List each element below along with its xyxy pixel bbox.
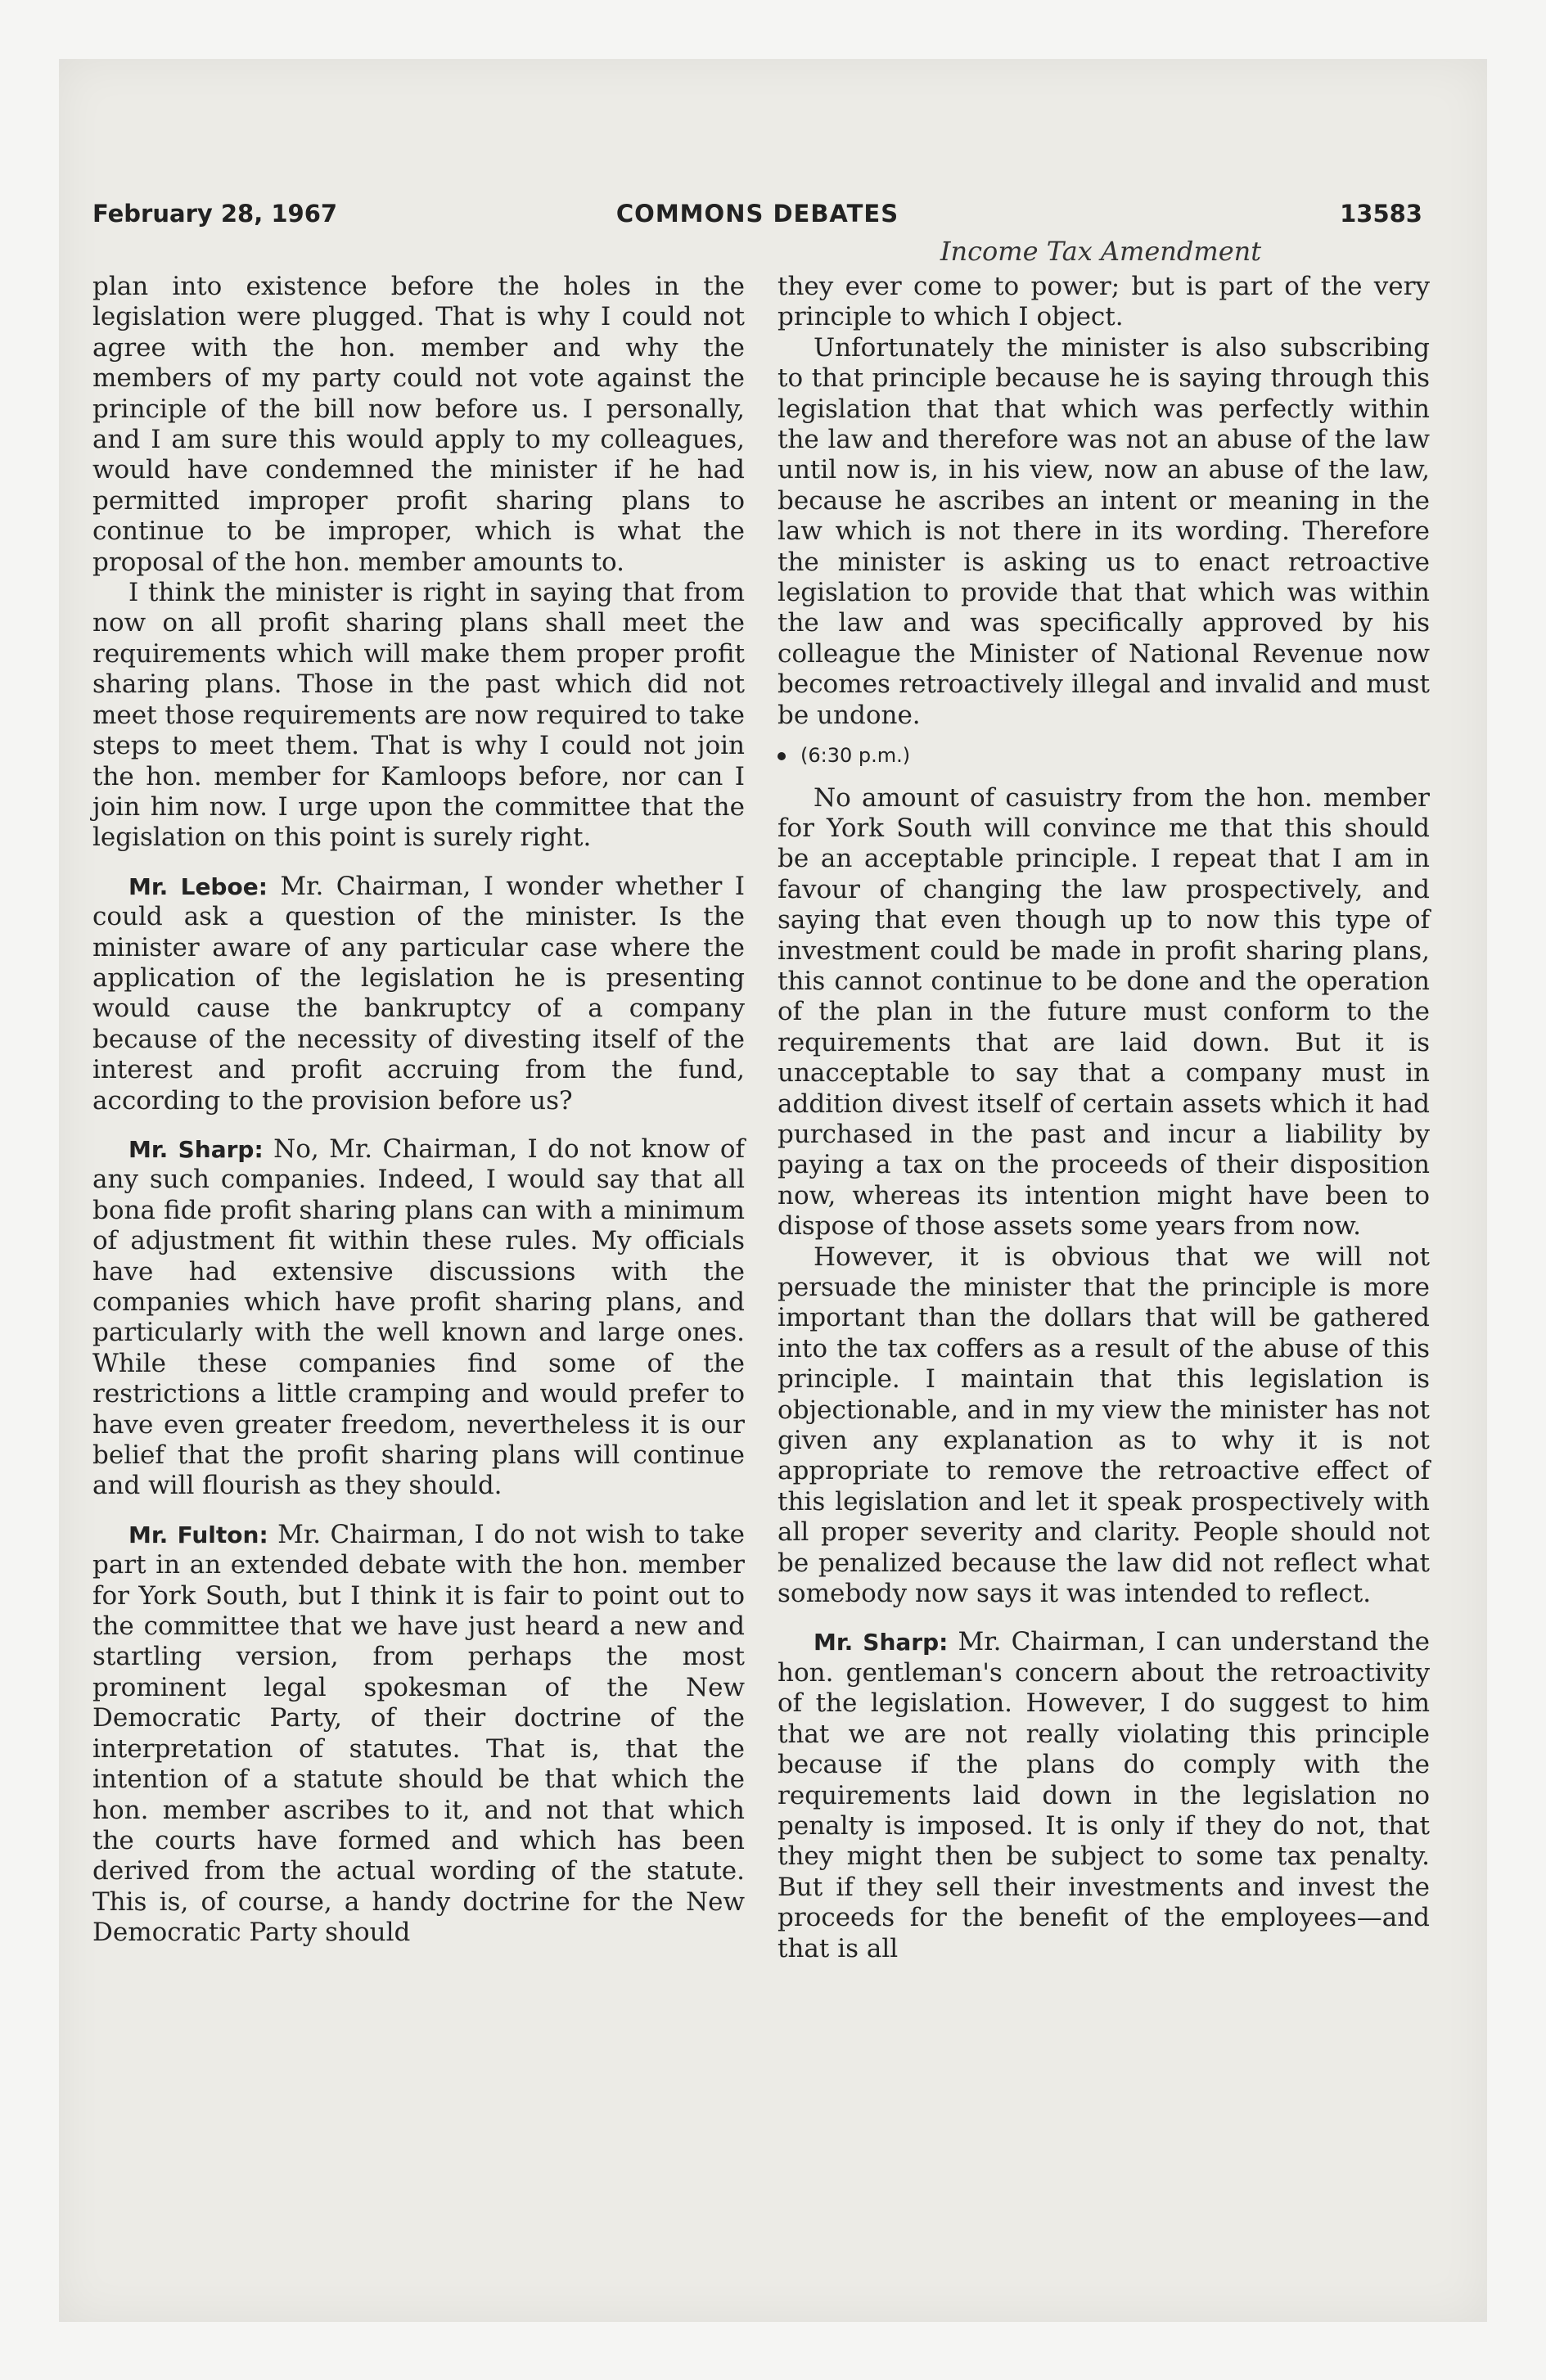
header-publication-title: COMMONS DEBATES	[615, 200, 899, 228]
speech-text: No, Mr. Chairman, I do not know of any such companies. Indeed, I would say that all bona fide profit sharing plans can with a minimum of adjustment fit within these rules. My officials have had extensive discussions with the companies which have profit sharing plans, and particularly with the well known and large ones. While these companies find some of the restrictions a little cramping and would prefer to have even greater freedom, nevertheless it is our belief that the profit sharing plans will continue and will flourish as they should.	[92, 1134, 746, 1501]
section-title: Income Tax Amendment	[940, 236, 1262, 267]
paragraph: Unfortunately the minister is also subscribing to that principle because he is saying through this legislation that that which was perfectly within the law and therefore was not an abuse of the law until now is, in his view, now an abuse of the law, because he ascribes an intent or meaning in the law which is not there in its wording. Therefore the minister is asking us to enact retroactive legislation to provide that that which was within the law and was specifically approved by his colleague the Minister of National Revenue now becomes retroactively illegal and invalid and must be undone.	[778, 332, 1430, 730]
speaker-name: Mr. Leboe:	[128, 872, 268, 900]
bullet-icon	[778, 752, 786, 760]
speech	[92, 1520, 745, 1949]
speech	[778, 1627, 1430, 1963]
left-column	[92, 272, 745, 1949]
speech-text: Mr. Chairman, I wonder whether I could ask a question of the minister. Is the minister aware of any particular case where the application of the legislation he is presenting would cause the bankruptcy of a company because of the necessity of divesting itself of the interest and profit accruing from the fund, according to the provision before us?	[92, 871, 745, 1116]
speech	[92, 872, 745, 1116]
right-column	[778, 272, 1430, 1964]
paragraph: they ever come to power; but is part of the very principle to which I object.	[778, 272, 1430, 332]
speech-text: Mr. Chairman, I can understand the hon. gentleman's concern about the retroactivity of the legislation. However, I do suggest to him that we are not really violating this principle because if the plans do comply with the requirements laid down in the legislation no penalty is imposed. It is only if they do not, that they might then be subject to some tax penalty. But if they sell their investments and invest the proceeds for the benefit of the employees—and that is all	[778, 1627, 1431, 1963]
speech-text: Mr. Chairman, I do not wish to take part in an extended debate with the hon. member for York South, but I think it is fair to point out to the committee that we have just heard a new and startling version, from perhaps the most prominent legal spokesman of the New Democratic Party, of their doctrine of the interpretation of statutes. That is, that the intention of a statute should be that which the hon. member ascribes to it, and not that which the courts have formed and which has been derived from the actual wording of the statute. This is, of course, a handy doctrine for the New Democratic Party should	[92, 1519, 745, 1948]
time-marker	[778, 741, 1430, 771]
time-marker-text: (6:30 p.m.)	[800, 744, 911, 768]
speaker-name: Mr. Sharp:	[814, 1629, 949, 1657]
page-header	[92, 200, 1422, 232]
speaker-name: Mr. Fulton:	[128, 1521, 268, 1548]
speech	[92, 1134, 745, 1502]
paragraph: No amount of casuistry from the hon. member for York South will convince me that this should be an acceptable principle. I repeat that I am in favour of changing the law prospectively, and saying that even though up to now this type of investment could be made in profit sharing plans, this cannot continue to be done and the operation of the plan in the future must conform to the requirements that are laid down. But it is unacceptable to say that a company must in addition divest itself of certain assets which it had purchased in the past and incur a liability by paying a tax on the proceeds of their disposition now, whereas its intention might have been to dispose of those assets some years from now.	[778, 782, 1430, 1242]
header-page-number: 13583	[1340, 200, 1422, 228]
speaker-name: Mr. Sharp:	[128, 1135, 264, 1163]
paragraph: I think the minister is right in saying that from now on all profit sharing plans shall meet the requirements which will make them proper profit sharing plans. Those in the past which did not meet those requirements are now required to take steps to meet them. That is why I could not join the hon. member for Kamloops before, nor can I join him now. I urge upon the committee that the legislation on this point is surely right.	[92, 578, 745, 853]
paragraph: plan into existence before the holes in the legislation were plugged. That is why I could not agree with the hon. member and why the members of my party could not vote against the principle of the bill now before us. I personally, and I am sure this would apply to my colleagues, would have condemned the minister if he had permitted improper profit sharing plans to continue to be improper, which is what the proposal of the hon. member amounts to.	[92, 272, 745, 577]
header-date: February 28, 1967	[92, 200, 338, 228]
paragraph: However, it is obvious that we will not persuade the minister that the principle is more important than the dollars that will be gathered into the tax coffers as a result of the abuse of this principle. I maintain that this legislation is objectionable, and in my view the minister has not given any explanation as to why it is not appropriate to remove the retroactive effect of this legislation and let it speak prospectively with all proper severity and clarity. People should not be penalized because the law did not reflect what somebody now says it was intended to reflect.	[778, 1242, 1430, 1609]
